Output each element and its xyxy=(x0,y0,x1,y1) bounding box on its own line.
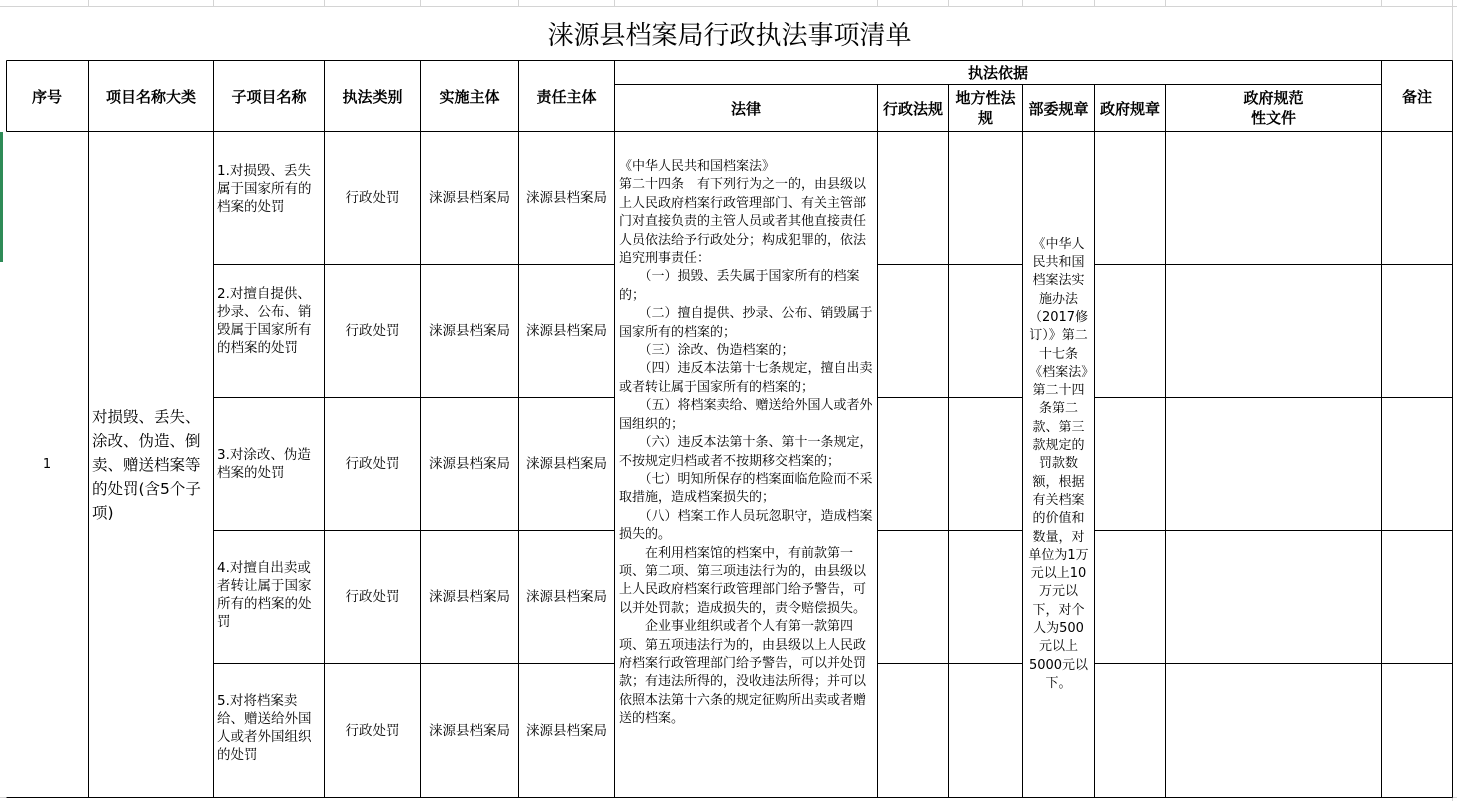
header-local-reg: 地方性法 规 xyxy=(955,89,1016,127)
sub-item-name: 1.对损毁、丢失属于国家所有的档案的处罚 xyxy=(217,163,312,215)
sub-item-type: 行政处罚 xyxy=(345,190,400,206)
sub-item-name: 4.对擅自出卖或者转让属于国家所有的档案的处罚 xyxy=(217,560,312,630)
header-basis: 执法依据 xyxy=(967,64,1028,82)
sub-item-name: 2.对擅自提供、抄录、公布、销毁属于国家所有的档案的处罚 xyxy=(217,286,312,356)
sub-item-responsible: 涞源县档案局 xyxy=(526,323,607,339)
header-admin-reg: 行政法规 xyxy=(882,99,943,118)
sub-item-responsible: 涞源县档案局 xyxy=(526,190,607,206)
header-dept-rule: 部委规章 xyxy=(1028,99,1089,118)
sub-item-type: 行政处罚 xyxy=(345,589,400,605)
row-dept-rule-text: 《中华人民共和国档案法实施办法（2017修订）》第二十七条 《档案法》第二十四条第二款、第三款规定的罚款数额，根据有关档案的价值和数量，对单位为1万元以上10万元以下，对个人为500元以上5000元以下。 xyxy=(1028,236,1092,691)
sub-item-implementer: 涞源县档案局 xyxy=(429,589,510,605)
selection-accent-bar xyxy=(0,132,3,262)
sub-item-responsible: 涞源县档案局 xyxy=(526,456,607,472)
header-enforce-type: 执法类别 xyxy=(342,87,403,106)
header-gov-rule: 政府规章 xyxy=(1099,99,1160,118)
row-category: 对损毁、丢失、涂改、伪造、倒卖、赠送档案等的处罚(含5个子项) xyxy=(92,407,201,522)
sub-item-responsible: 涞源县档案局 xyxy=(526,589,607,605)
header-gov-doc: 政府规范 性文件 xyxy=(1243,89,1304,127)
sub-item-name: 3.对涂改、伪造档案的处罚 xyxy=(217,447,311,481)
header-responsible: 责任主体 xyxy=(536,87,597,106)
sub-item-name: 5.对将档案卖给、赠送给外国人或者外国组织的处罚 xyxy=(217,693,312,763)
sub-item-implementer: 涞源县档案局 xyxy=(429,722,510,739)
sub-item-implementer: 涞源县档案局 xyxy=(429,456,510,472)
header-sub-item: 子项目名称 xyxy=(231,87,307,106)
sub-item-type: 行政处罚 xyxy=(345,456,400,472)
sheet-title: 涞源县档案局行政执法事项清单 xyxy=(547,21,912,51)
header-seq: 序号 xyxy=(31,87,62,106)
header-category: 项目名称大类 xyxy=(105,87,196,106)
sub-item-implementer: 涞源县档案局 xyxy=(429,190,510,206)
header-implementer: 实施主体 xyxy=(439,87,500,106)
header-remark: 备注 xyxy=(1401,87,1432,106)
sub-item-implementer: 涞源县档案局 xyxy=(429,323,510,339)
sub-item-responsible: 涞源县档案局 xyxy=(526,722,607,739)
sub-item-type: 行政处罚 xyxy=(345,323,400,339)
row-law-text: 《中华人民共和国档案法》 第二十四条 有下列行为之一的，由县级以上人民政府档案行政管理部门、有关主管部门对直接负责的主管人员或者其他直接责任人员依法给予行政处分；构成犯罪的，依法追究刑事责任： （一）损毁、丢失属于国家所有的档案的； （二）擅自提供、抄录、公布、销毁属于国家所有的档案的； （三）涂改、伪造档案的； （四）违反本法第十七条规定，擅自出卖或者转让属于国家所有的档案的； （五）将档案卖给、赠送给外国人或者外国组织的； （六）违反本法第十条、第十一条规定，不按规定归档或者不按期移交档案的； （七）明知所保存的档案面临危险而不采取措施，造成档案损失的； （八）档案工作人员玩忽职守，造成档案损失的。 在利用档案馆的档案中，有前款第一项、第二项、第三项违法行为的，由县级以上人民政府档案行政管理部门给予警告，可以并处罚款；造成损失的，责令赔偿损失。 企业事业组织或者个人有第一款第四项、第五项违法行为的，由县级以上人民政府档案行政管理部门给予警告，可以并处罚款；有违法所得的，没收违法所得；并可以依照本法第十六条的规定征购所出卖或者赠送的档案。 xyxy=(619,159,873,727)
sub-item-type: 行政处罚 xyxy=(345,722,400,739)
row-seq: 1 xyxy=(42,456,52,472)
header-law: 法律 xyxy=(730,99,761,118)
